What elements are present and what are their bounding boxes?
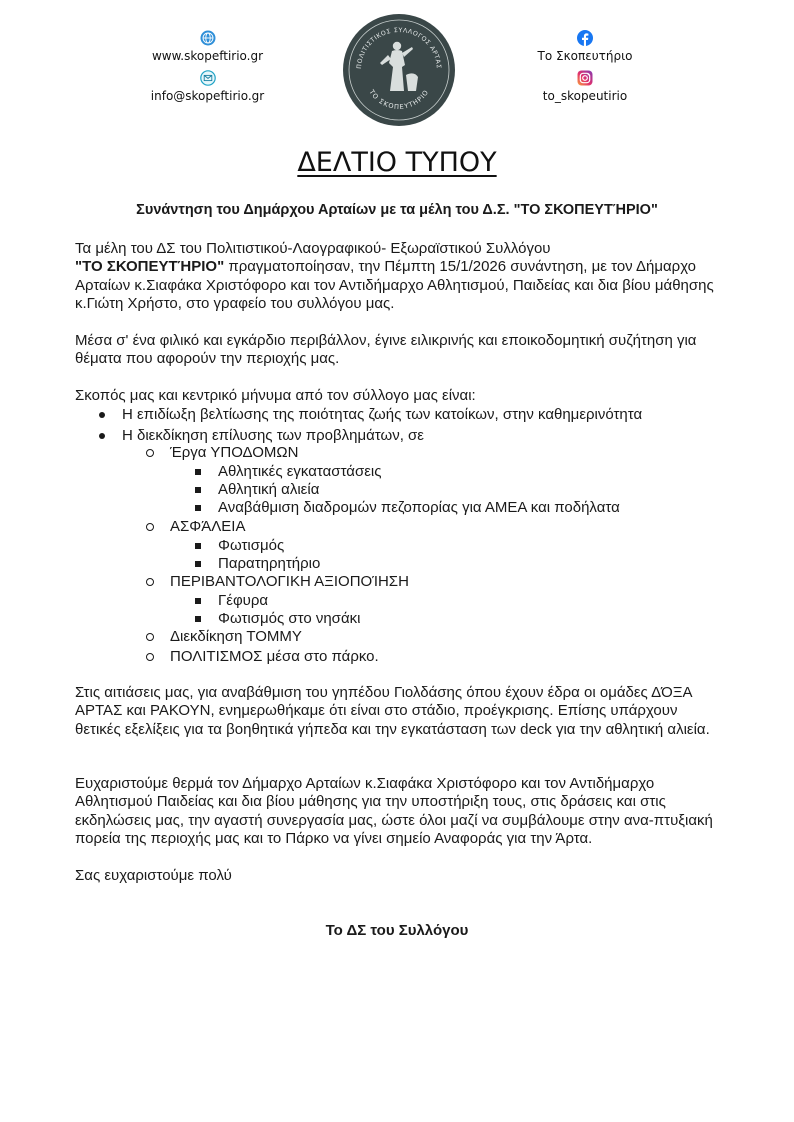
paragraph-intro-line1: Τα μέλη του ΔΣ του Πολιτιστικού-Λαογραφικού- Εξωραϊστικού Συλλόγου [75, 240, 551, 257]
facebook-link[interactable]: Το Σκοπευτήριο [537, 49, 633, 63]
bullet-square-icon [195, 543, 201, 549]
association-logo [342, 13, 456, 127]
list-item: Φωτισμός στο νησάκι [218, 610, 360, 628]
document-title: ΔΕΛΤΙΟ ΤΥΠΟΥ [297, 147, 497, 178]
website-link[interactable]: www.skopeftirio.gr [151, 49, 264, 63]
list-item: Αθλητική αλιεία [218, 481, 319, 499]
paragraph-thanks: Ευχαριστούμε θερμά τον Δήμαρχο Αρταίων κ.Σιαφάκα Χριστόφορο και τον Αντιδήμαρχο Αθλητισμού Παιδείας και δια βίου μάθησης για την υποστήριξη τους, στις δράσεις και στις εκδηλώσεις μας, την αγαστή συνεργασία μας, ώστε όλοι μαζί να συμβάλουμε στην ανα-πτυξιακή πορεία της περιοχής μας και το Πάρκο να γίνει σημείο Αναφοράς για την Άρτα. [75, 775, 713, 848]
bullet-disc-icon [99, 412, 105, 418]
list-item: Γέφυρα [218, 592, 268, 610]
facebook-contact[interactable] [510, 30, 660, 63]
list-item: Η διεκδίκηση επίλυσης των προβλημάτων, σε [122, 427, 424, 445]
instagram-icon [577, 70, 593, 86]
paragraph-closing: Σας ευχαριστούμε πολύ [75, 867, 232, 884]
mail-icon [200, 70, 216, 86]
paragraph-discussion: Μέσα σ' ένα φιλικό και εγκάρδιο περιβάλλον, έγινε ειλικρινής και εποικοδομητική συζήτηση για θέματα που αφορούν την περιοχής μας. [75, 332, 697, 368]
bullet-square-icon [195, 469, 201, 475]
instagram-contact[interactable] [510, 70, 660, 103]
bullet-disc-icon [99, 433, 105, 439]
list-item: Αθλητικές εγκαταστάσεις [218, 463, 381, 481]
paragraph-stadium: Στις αιτιάσεις μας, για αναβάθμιση του γηπέδου Γιολδάσης όπου έχουν έδρα οι ομάδες ΔΌΞΑ ΑΡΤΑΣ και ΡΑΚΟΥΝ, ενημερωθήκαμε ότι είναι στο στάδιο, προέγκρισης. Επίσης υπάρχουν θετικές εξελίξεις για τα βοηθητικά γήπεδα και την εγκατάσταση των deck για την αθλητική αλιεία. [75, 684, 710, 738]
list-item: Η επιδίωξη βελτίωσης της ποιότητας ζωής των κατοίκων, στην καθημερινότητα [122, 406, 642, 424]
list-item: ΠΟΛΙΤΙΣΜΟΣ μέσα στο πάρκο. [170, 648, 379, 666]
logo-bottom-text: ΤΟ ΣΚΟΠΕΥΤΗΡΙΟ [367, 88, 431, 112]
document-subject: Συνάντηση του Δημάρχου Αρταίων με τα μέλη του Δ.Σ. "ΤΟ ΣΚΟΠΕΥΤΉΡΙΟ" [136, 202, 658, 218]
bullet-circle-icon [146, 578, 154, 586]
paragraph-intro-rest: πραγματοποίησαν, την Πέμπτη 15/1/2026 συνάντηση, με τον Δήμαρχο Αρταίων κ.Σιαφάκα Χριστόφορο και τον Αντιδήμαρχο Αθλητισμού, Παιδείας και δια βίου μάθησης κ.Γιώτη Χρήστο, στο γραφείο του συλλόγου μας. [75, 258, 714, 313]
paragraph-aims: Σκοπός μας και κεντρικό μήνυμα από τον σύλλογο μας είναι: [75, 387, 476, 404]
globe-icon [200, 30, 216, 46]
bullet-circle-icon [146, 633, 154, 641]
bullet-square-icon [195, 561, 201, 567]
list-item: ΑΣΦΆΛΕΙΑ [170, 518, 245, 536]
email-link[interactable]: info@skopeftirio.gr [150, 89, 265, 103]
bullet-square-icon [195, 505, 201, 511]
list-item: Φωτισμός [218, 537, 284, 555]
bullet-circle-icon [146, 523, 154, 531]
instagram-link[interactable]: to_skopeutirio [542, 89, 628, 103]
list-item: Διεκδίκηση ΤΟΜΜΥ [170, 628, 302, 646]
facebook-icon [577, 30, 593, 46]
signature: Το ΔΣ του Συλλόγου [325, 922, 469, 939]
association-name: "ΤΟ ΣΚΟΠΕΥΤΉΡΙΟ" [75, 258, 225, 276]
list-item: Έργα ΥΠΟΔΟΜΩΝ [170, 444, 298, 462]
bullet-circle-icon [146, 653, 154, 661]
email-contact[interactable] [130, 70, 285, 103]
bullet-square-icon [195, 616, 201, 622]
logo-ring-text: ΠΟΛΙΤΙΣΤΙΚΟΣ ΣΥΛΛΟΓΟΣ ΑΡΤΑΣ [355, 26, 443, 70]
bullet-square-icon [195, 487, 201, 493]
bullet-square-icon [195, 598, 201, 604]
list-item: Αναβάθμιση διαδρομών πεζοπορίας για ΑΜΕΑ και ποδήλατα [218, 499, 620, 517]
paragraph-intro [75, 240, 720, 314]
bullet-circle-icon [146, 449, 154, 457]
website-contact[interactable] [130, 30, 285, 63]
list-item: Παρατηρητήριο [218, 555, 320, 573]
list-item: ΠΕΡΙΒΑΝΤΟΛΟΓΙΚΗ ΑΞΙΟΠΟΊΗΣΗ [170, 573, 409, 591]
